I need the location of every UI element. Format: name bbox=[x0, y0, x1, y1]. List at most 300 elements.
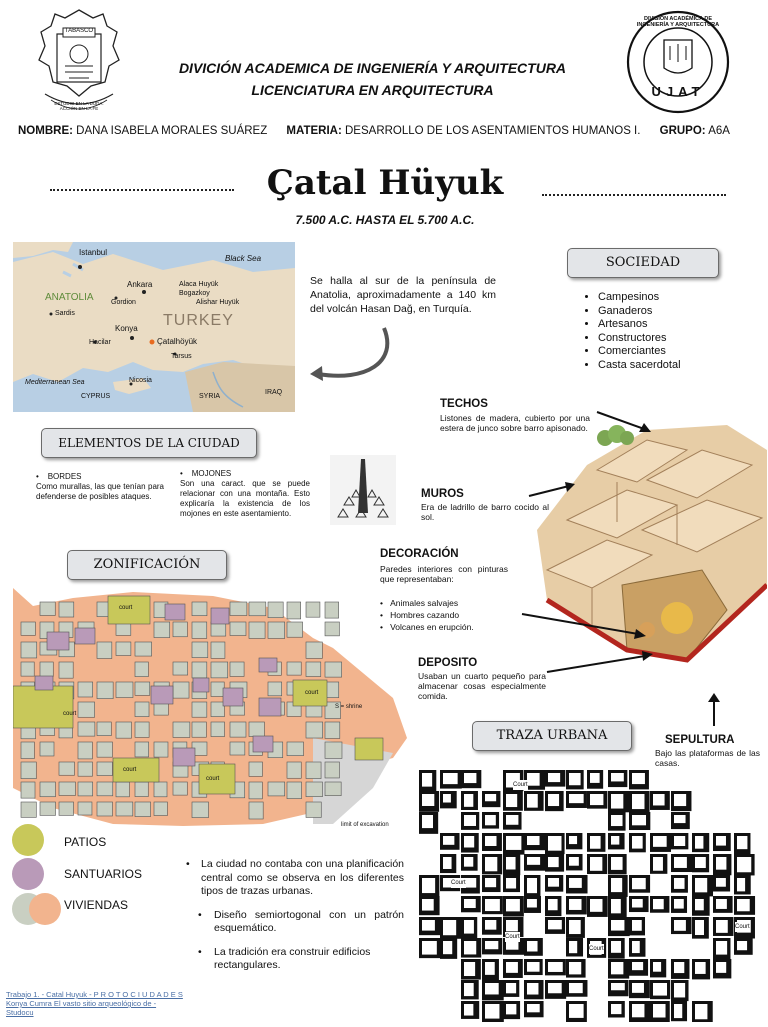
left-university-seal bbox=[33, 6, 125, 118]
dwelling-block bbox=[287, 782, 302, 799]
decoracion-title: DECORACIÓN bbox=[380, 548, 459, 560]
dwelling-block bbox=[97, 722, 111, 736]
room-interior bbox=[653, 857, 663, 871]
bordes-block bbox=[36, 472, 164, 502]
map-alaca: Alaca Huyük bbox=[179, 281, 219, 288]
room-interior bbox=[464, 899, 476, 908]
room-interior bbox=[506, 857, 516, 869]
name-value: DANA ISABELA MORALES SUÁREZ bbox=[76, 125, 268, 137]
trace-court-label: Court bbox=[589, 946, 604, 952]
room-interior bbox=[485, 899, 500, 911]
room-interior bbox=[569, 794, 584, 803]
sepultura-text: Bajo las plataformas de las casas. bbox=[655, 748, 760, 768]
room-interior bbox=[611, 836, 619, 845]
room-interior bbox=[569, 941, 577, 953]
room-interior bbox=[464, 920, 474, 934]
room-interior bbox=[527, 794, 538, 808]
list-item: • Comerciantes bbox=[598, 345, 681, 359]
viviendas-swatch-b bbox=[29, 893, 61, 925]
room-interior bbox=[716, 878, 726, 887]
room-interior bbox=[590, 794, 603, 805]
dwelling-block bbox=[306, 722, 323, 738]
zoning-plan bbox=[13, 588, 409, 828]
list-item: • Campesinos bbox=[598, 291, 681, 305]
room-interior bbox=[737, 899, 750, 911]
room-interior bbox=[548, 794, 559, 806]
room-interior bbox=[716, 899, 727, 909]
dwelling-block bbox=[192, 622, 207, 638]
dwelling-block bbox=[173, 622, 187, 637]
bordes-text: Como murallas, las que tenían para defenderse de posibles ataques. bbox=[36, 482, 164, 501]
room-interior bbox=[464, 794, 473, 807]
conclusion-block bbox=[186, 858, 404, 973]
dwelling-block bbox=[154, 782, 167, 797]
list-item: • Animales salvajes bbox=[380, 598, 459, 608]
title-divider-left bbox=[50, 189, 234, 191]
dwelling-block bbox=[59, 782, 75, 795]
dwelling-block bbox=[211, 682, 224, 696]
map-nicosia: Nicosia bbox=[129, 377, 152, 384]
student-info-bar bbox=[18, 125, 758, 137]
map-hacilar: Hacilar bbox=[89, 339, 111, 346]
dwelling-block bbox=[97, 802, 112, 816]
dwelling-block bbox=[192, 722, 206, 737]
sociedad-list bbox=[580, 291, 681, 372]
map-iraq: IRAQ bbox=[265, 389, 283, 396]
dwelling-block bbox=[59, 802, 74, 815]
room-interior bbox=[611, 794, 623, 809]
room-interior bbox=[464, 857, 473, 867]
room-interior bbox=[695, 878, 707, 892]
room-interior bbox=[527, 1004, 540, 1012]
map-bogazkoy: Bogazkoy bbox=[179, 290, 210, 297]
muros-title: MUROS bbox=[421, 488, 464, 500]
dwelling-block bbox=[211, 702, 224, 717]
dwelling-block bbox=[230, 722, 246, 737]
dwelling-block bbox=[78, 762, 92, 776]
right-seal-ring-text: DIVISIÓN ACADÉMICA DE INGENIERÍA Y ARQUITECTURA bbox=[636, 16, 720, 28]
room-interior bbox=[569, 878, 582, 888]
room-interior bbox=[548, 920, 562, 929]
dwelling-block bbox=[268, 602, 283, 618]
room-interior bbox=[716, 962, 726, 973]
room-interior bbox=[632, 941, 640, 953]
house-cutaway-illustration bbox=[527, 410, 767, 690]
map-konya: Konya bbox=[115, 324, 138, 333]
dwelling-block bbox=[249, 722, 264, 737]
room-interior bbox=[716, 836, 726, 846]
dwelling-block bbox=[325, 782, 341, 796]
room-interior bbox=[464, 962, 475, 976]
dwelling-block bbox=[325, 622, 339, 636]
mojones-illustration bbox=[330, 455, 396, 525]
dwelling-block bbox=[21, 782, 35, 798]
room-interior bbox=[632, 899, 643, 908]
room-interior bbox=[485, 857, 497, 871]
room-interior bbox=[632, 773, 645, 784]
room-interior bbox=[527, 836, 540, 845]
room-interior bbox=[485, 815, 496, 825]
room-interior bbox=[737, 836, 747, 849]
dwelling-block bbox=[135, 782, 148, 797]
list-item: • Artesanos bbox=[598, 318, 681, 332]
trace-court-label: Court bbox=[451, 880, 466, 886]
decoracion-arrow-icon bbox=[520, 610, 650, 640]
room-interior bbox=[464, 1004, 473, 1016]
dwelling-block bbox=[154, 622, 170, 638]
room-interior bbox=[632, 878, 646, 889]
urban-trace-plan bbox=[415, 766, 765, 1022]
dwelling-block bbox=[325, 742, 342, 758]
room-interior bbox=[653, 983, 667, 996]
sepultura-title: SEPULTURA bbox=[665, 734, 735, 746]
muros-arrow-icon bbox=[527, 480, 577, 500]
room-interior bbox=[548, 899, 558, 910]
dwelling-block bbox=[97, 762, 112, 776]
dwelling-block bbox=[40, 802, 56, 815]
room-interior bbox=[611, 815, 623, 826]
room-interior bbox=[632, 794, 644, 809]
subject-value: DESARROLLO DE LOS ASENTAMIENTOS HUMANOS I. bbox=[345, 125, 641, 137]
room-interior bbox=[611, 962, 623, 974]
list-item: • Constructores bbox=[598, 332, 681, 346]
zoning-court-label: court bbox=[305, 690, 319, 696]
room-interior bbox=[464, 836, 474, 847]
dwelling-block bbox=[173, 662, 188, 675]
dwelling-block bbox=[306, 642, 322, 658]
room-interior bbox=[548, 962, 563, 972]
room-interior bbox=[548, 857, 559, 867]
mojones-title: • MOJONES bbox=[180, 469, 232, 478]
dwelling-block bbox=[249, 602, 266, 616]
room-interior bbox=[548, 878, 559, 887]
room-interior bbox=[527, 878, 537, 893]
list-item: • Ganaderos bbox=[598, 305, 681, 319]
dwelling-block bbox=[135, 742, 149, 757]
dwelling-block bbox=[21, 662, 34, 676]
dwelling-block bbox=[40, 742, 54, 756]
room-interior bbox=[737, 941, 747, 950]
decoracion-text: Paredes interiores con pinturas que representaban: bbox=[380, 564, 508, 584]
dwelling-block bbox=[230, 622, 246, 636]
dwelling-block bbox=[230, 662, 244, 676]
room-interior bbox=[422, 794, 434, 806]
dwelling-block bbox=[78, 722, 95, 736]
map-black-sea: Black Sea bbox=[225, 254, 262, 263]
dwelling-block bbox=[192, 642, 208, 658]
patios-swatch bbox=[12, 824, 44, 856]
dwelling-block bbox=[192, 662, 207, 678]
room-interior bbox=[632, 836, 643, 849]
elementos-label: ELEMENTOS DE LA CIUDAD bbox=[41, 428, 257, 458]
map-alishar: Alishar Huyük bbox=[196, 299, 240, 306]
dwelling-block bbox=[230, 602, 247, 615]
dwelling-block bbox=[59, 662, 73, 678]
room-interior bbox=[422, 920, 435, 931]
conclusion-sub1: • Diseño semiortogonal con un patrón esquemático. bbox=[198, 908, 404, 934]
dwelling-block bbox=[21, 622, 35, 635]
room-interior bbox=[611, 899, 621, 913]
dwelling-block bbox=[325, 762, 339, 778]
dwelling-block bbox=[78, 682, 93, 697]
room-interior bbox=[674, 920, 686, 931]
room-interior bbox=[611, 1004, 621, 1014]
room-interior bbox=[506, 941, 518, 950]
dwelling-block bbox=[268, 782, 285, 796]
room-interior bbox=[506, 794, 517, 807]
dwelling-block bbox=[173, 782, 187, 795]
turkey-map bbox=[13, 242, 295, 412]
dwelling-block bbox=[249, 622, 265, 638]
left-seal-banner: TABASCO bbox=[64, 28, 94, 34]
room-interior bbox=[422, 773, 432, 787]
room-interior bbox=[527, 983, 538, 995]
room-interior bbox=[569, 836, 577, 844]
room-interior bbox=[443, 857, 452, 869]
map-istanbul: Istanbul bbox=[79, 248, 108, 257]
dwelling-block bbox=[97, 642, 112, 658]
room-interior bbox=[443, 773, 458, 784]
room-interior bbox=[548, 773, 560, 782]
dwelling-block bbox=[40, 782, 55, 797]
room-interior bbox=[485, 1004, 499, 1019]
room-interior bbox=[569, 773, 581, 785]
dwelling-block bbox=[116, 682, 133, 698]
title-divider-right bbox=[542, 194, 726, 196]
map-catalhoyuk: Çatalhöyük bbox=[157, 337, 198, 346]
source-link[interactable]: Trabajo 1. - Catal Huyuk - P R O T O C I U D A D E S Konya Cumra El vasto sitio arqueológico de - Studocu bbox=[6, 990, 183, 1017]
zoning-court-label: court bbox=[123, 767, 137, 773]
dwelling-block bbox=[154, 742, 168, 757]
dwelling-block bbox=[306, 802, 321, 817]
dwelling-block bbox=[21, 742, 34, 759]
room-interior bbox=[422, 815, 433, 828]
period-dates: 7.500 A.C. HASTA EL 5.700 A.C. bbox=[295, 213, 475, 227]
room-interior bbox=[632, 815, 646, 825]
room-interior bbox=[737, 878, 745, 891]
dwelling-block bbox=[287, 622, 303, 637]
trace-court-label: Court bbox=[505, 934, 520, 940]
room-interior bbox=[569, 962, 581, 974]
room-interior bbox=[674, 815, 686, 823]
dwelling-block bbox=[173, 682, 189, 698]
room-interior bbox=[485, 836, 497, 846]
dwelling-block bbox=[116, 642, 131, 656]
map-ankara: Ankara bbox=[127, 280, 153, 289]
dwelling-block bbox=[135, 722, 149, 737]
room-interior bbox=[527, 962, 540, 972]
room-interior bbox=[674, 857, 687, 868]
sepultura-arrow-icon bbox=[706, 692, 722, 728]
room-interior bbox=[506, 836, 521, 850]
dwelling-block bbox=[249, 782, 262, 799]
dwelling-block bbox=[135, 662, 148, 677]
room-interior bbox=[569, 857, 579, 866]
santuarios-label: SANTUARIOS bbox=[64, 867, 143, 881]
room-interior bbox=[548, 983, 562, 993]
room-interior bbox=[527, 941, 538, 951]
zoning-court-label: court bbox=[206, 776, 220, 782]
room-interior bbox=[611, 983, 625, 990]
right-ujat-seal bbox=[620, 10, 736, 114]
mojones-text: Son una caract. que se puede relacionar con una montaña. Esto explicaría la existencia de los mojones en este asentamiento. bbox=[180, 479, 310, 518]
dwelling-block bbox=[21, 762, 36, 779]
room-interior bbox=[569, 899, 582, 910]
dwelling-block bbox=[306, 662, 321, 677]
room-interior bbox=[443, 941, 452, 954]
dwelling-block bbox=[192, 602, 207, 616]
room-interior bbox=[527, 857, 540, 865]
room-interior bbox=[506, 1004, 516, 1014]
zoning-court-label: court bbox=[119, 605, 133, 611]
room-interior bbox=[695, 920, 704, 935]
dwelling-block bbox=[40, 602, 55, 615]
dwelling-block bbox=[78, 742, 92, 759]
dwelling-block bbox=[268, 682, 282, 696]
room-interior bbox=[485, 878, 496, 887]
room-interior bbox=[611, 857, 623, 870]
header-degree: LICENCIATURA EN ARQUITECTURA bbox=[251, 82, 494, 98]
room-interior bbox=[569, 920, 581, 934]
dwelling-block bbox=[97, 682, 113, 699]
room-interior bbox=[695, 899, 704, 910]
dwelling-block bbox=[249, 762, 262, 776]
room-interior bbox=[590, 773, 600, 783]
trace-court-label: Court bbox=[735, 924, 750, 930]
dwelling-block bbox=[325, 722, 340, 738]
list-item: • Hombres cazando bbox=[380, 610, 460, 620]
patios-label: PATIOS bbox=[64, 835, 107, 849]
dwelling-block bbox=[249, 802, 263, 819]
room-interior bbox=[548, 836, 561, 851]
list-item: • Volcanes en erupción. bbox=[380, 622, 474, 632]
bordes-title: • BORDES bbox=[36, 472, 82, 481]
dwelling-block bbox=[230, 742, 245, 755]
room-interior bbox=[422, 899, 434, 911]
map-tarsus: Tarsus bbox=[171, 353, 192, 360]
room-interior bbox=[464, 815, 476, 826]
conclusion-sub2: • La tradición era construir edificios rectangulares. bbox=[198, 945, 371, 971]
techos-title: TECHOS bbox=[440, 398, 488, 410]
zoning-shrine-key: S = shrine bbox=[335, 704, 363, 710]
room-interior bbox=[611, 878, 622, 892]
subject-label: MATERIA: bbox=[286, 125, 342, 137]
room-interior bbox=[695, 1004, 707, 1019]
dwelling-block bbox=[211, 662, 228, 678]
dwelling-block bbox=[78, 802, 92, 815]
viviendas-label: VIVIENDAS bbox=[64, 898, 129, 912]
dwelling-block bbox=[325, 662, 342, 677]
conclusion-intro: • La ciudad no contaba con una planificación central como se observa en los diferentes tipos de trazas urbanas. bbox=[186, 858, 404, 897]
trace-court-label: Court bbox=[513, 782, 528, 788]
room-interior bbox=[737, 857, 751, 872]
room-interior bbox=[422, 878, 435, 893]
room-interior bbox=[611, 773, 624, 781]
techos-arrow-icon bbox=[595, 408, 655, 436]
dwelling-block bbox=[78, 702, 95, 717]
room-interior bbox=[506, 815, 518, 825]
dwelling-block bbox=[135, 642, 152, 656]
room-interior bbox=[611, 920, 624, 931]
room-interior bbox=[632, 962, 643, 970]
left-seal-motto: ESTUDIO EN LA DUDA. ACCIÓN EN LA FE bbox=[54, 101, 104, 111]
room-interior bbox=[695, 836, 703, 849]
deposito-title: DEPOSITO bbox=[418, 657, 478, 669]
techos-text: Listones de madera, cubierto por una estera de junco sobre barro apisonado. bbox=[440, 413, 590, 433]
room-interior bbox=[674, 794, 686, 806]
room-interior bbox=[674, 1004, 682, 1018]
page-title: Çatal Hüyuk bbox=[266, 163, 504, 203]
dwelling-block bbox=[192, 802, 208, 818]
room-interior bbox=[443, 836, 454, 845]
room-interior bbox=[674, 983, 685, 997]
map-med-sea: Mediterranean Sea bbox=[25, 379, 85, 386]
map-anatolia: ANATOLIA bbox=[45, 292, 94, 303]
room-interior bbox=[653, 794, 665, 805]
room-interior bbox=[674, 878, 685, 889]
room-interior bbox=[422, 941, 437, 955]
zoning-court-label: court bbox=[63, 711, 77, 717]
room-interior bbox=[590, 899, 602, 912]
dwelling-block bbox=[287, 602, 301, 619]
dwelling-block bbox=[59, 762, 74, 775]
dwelling-block bbox=[287, 762, 301, 778]
curved-arrow-icon bbox=[306, 322, 396, 386]
dwelling-block bbox=[97, 782, 113, 796]
room-interior bbox=[716, 920, 728, 933]
room-interior bbox=[653, 836, 667, 847]
room-interior bbox=[632, 1004, 644, 1017]
map-gordion: Gordion bbox=[111, 299, 136, 306]
room-interior bbox=[653, 1004, 666, 1018]
room-interior bbox=[695, 962, 706, 974]
dwelling-block bbox=[287, 742, 303, 756]
dwelling-block bbox=[135, 682, 150, 695]
traza-urbana-label: TRAZA URBANA bbox=[472, 721, 632, 751]
group-label: GRUPO: bbox=[659, 125, 706, 137]
room-interior bbox=[464, 983, 474, 996]
deposito-arrow-icon bbox=[545, 650, 655, 676]
dwelling-block bbox=[135, 702, 149, 717]
deposito-text: Usaban un cuarto pequeño para almacenar cosas especialmente comida. bbox=[418, 671, 546, 701]
room-interior bbox=[632, 983, 644, 993]
dwelling-block bbox=[268, 622, 285, 638]
room-interior bbox=[443, 794, 451, 803]
room-interior bbox=[674, 899, 684, 909]
room-interior bbox=[506, 920, 518, 931]
dwelling-block bbox=[116, 722, 131, 738]
room-interior bbox=[569, 1004, 584, 1018]
room-interior bbox=[632, 920, 642, 931]
dwelling-block bbox=[21, 802, 36, 817]
dwelling-block bbox=[116, 782, 129, 797]
dwelling-block bbox=[116, 802, 133, 816]
dwelling-block bbox=[325, 602, 339, 618]
room-interior bbox=[590, 836, 601, 849]
map-turkey: TURKEY bbox=[163, 312, 234, 329]
right-seal-ujat: UJAT bbox=[651, 84, 705, 99]
dwelling-block bbox=[211, 722, 224, 737]
santuarios-swatch bbox=[12, 858, 44, 890]
dwelling-block bbox=[21, 642, 37, 658]
map-cyprus: CYPRUS bbox=[81, 393, 111, 400]
mojones-block bbox=[180, 469, 310, 519]
map-syria: SYRIA bbox=[199, 393, 221, 400]
name-label: NOMBRE: bbox=[18, 125, 73, 137]
room-interior bbox=[485, 941, 498, 949]
room-interior bbox=[485, 962, 495, 975]
dwelling-block bbox=[78, 782, 93, 796]
